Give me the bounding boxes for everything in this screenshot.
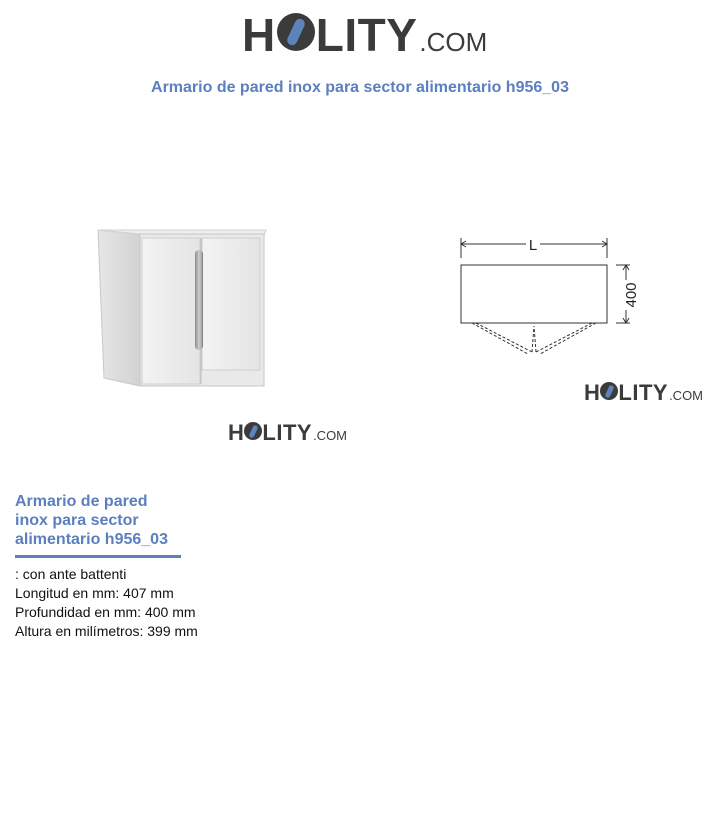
spec-item: Longitud en mm: 407 mm (15, 585, 174, 601)
holity-logo-small-2 (584, 380, 703, 406)
holity-logo[interactable] (242, 8, 487, 62)
height-label: 400 (623, 282, 640, 308)
product-details-title: Armario de pared inox para sector alimentario h956_03 (15, 492, 181, 558)
page-title: Armario de pared inox para sector alimentario h956_03 (151, 79, 569, 96)
spec-list (15, 565, 198, 641)
logo-text-lity: LITY (618, 380, 669, 405)
logo-text-lity: LITY (262, 420, 313, 445)
holity-logo-small (228, 420, 347, 446)
logo-domain: .COM (313, 428, 348, 443)
logo-domain: .COM (419, 27, 488, 57)
logo-text-h: H (242, 9, 276, 61)
logo-o-icon (600, 382, 618, 400)
dimension-drawing (452, 232, 642, 362)
door-handle (195, 250, 203, 350)
wall-cabinet-image (96, 228, 268, 390)
logo-text-h: H (584, 380, 601, 405)
logo-o-icon (277, 13, 315, 51)
length-label: L (528, 237, 538, 254)
logo-domain: .COM (669, 388, 704, 403)
logo-o-icon (244, 422, 262, 440)
spec-item: : con ante battenti (15, 566, 127, 582)
spec-item: Profundidad en mm: 400 mm (15, 604, 196, 620)
logo-text-lity: LITY (315, 9, 418, 61)
logo-text-h: H (228, 420, 245, 445)
spec-item: Altura en milímetros: 399 mm (15, 623, 198, 639)
